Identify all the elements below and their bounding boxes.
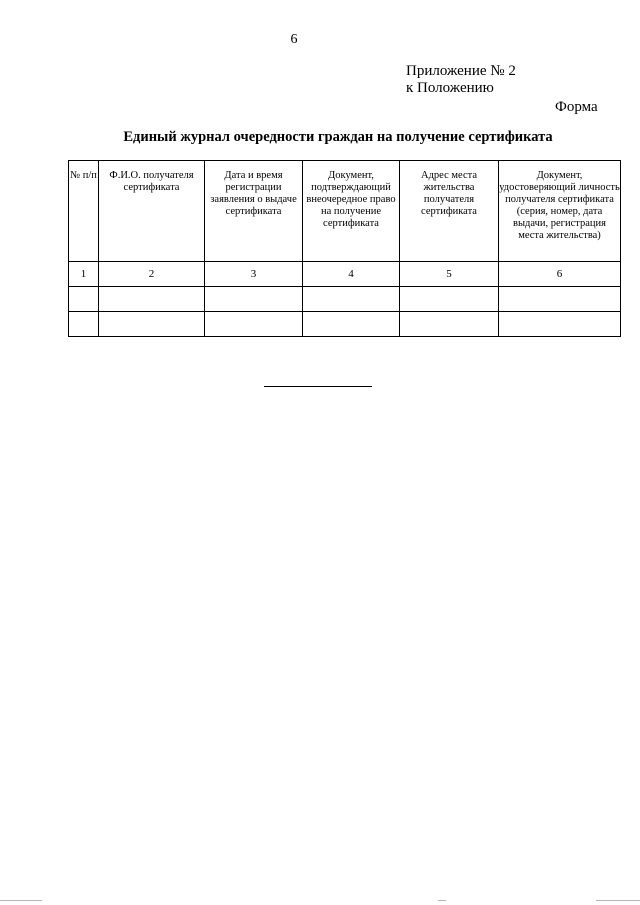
table-cell	[69, 287, 99, 312]
document-title: Единый журнал очередности граждан на получение сертификата	[123, 129, 553, 145]
form-label: Форма	[555, 99, 598, 115]
table-cell	[499, 287, 621, 312]
header-cell-registration-date: Дата и время регистрации заявления о выдаче сертификата	[205, 161, 303, 262]
scan-edge-mark	[596, 900, 640, 901]
table-row	[69, 287, 621, 312]
table-cell	[303, 287, 400, 312]
header-cell-priority-document: Документ, подтверждающий внеочередное право на получение сертификата	[303, 161, 400, 262]
table-cell	[205, 287, 303, 312]
column-number: 2	[99, 262, 205, 287]
page-number: 6	[290, 32, 298, 47]
table-cell	[400, 312, 499, 337]
scan-edge-mark	[438, 900, 446, 901]
scan-edge-mark	[0, 900, 42, 901]
end-divider-line	[264, 386, 372, 387]
table-row	[69, 312, 621, 337]
header-cell-full-name: Ф.И.О. получателя сертификата	[99, 161, 205, 262]
column-number: 4	[303, 262, 400, 287]
header-cell-residence-address: Адрес места жительства получателя сертификата	[400, 161, 499, 262]
column-number: 3	[205, 262, 303, 287]
column-number: 1	[69, 262, 99, 287]
appendix-line-1: Приложение № 2	[406, 63, 516, 79]
table-cell	[69, 312, 99, 337]
table-header-row	[69, 161, 621, 262]
appendix-reference	[406, 63, 516, 97]
column-number: 6	[499, 262, 621, 287]
journal-table	[68, 160, 621, 337]
table-cell	[205, 312, 303, 337]
table-cell	[303, 312, 400, 337]
column-number: 5	[400, 262, 499, 287]
header-cell-identity-document: Документ, удостоверяющий личность получателя сертификата (серия, номер, дата выдачи, регистрация места жительства)	[499, 161, 621, 262]
table-cell	[99, 287, 205, 312]
table-cell	[499, 312, 621, 337]
table-cell	[99, 312, 205, 337]
header-cell-number: № п/п	[69, 161, 99, 262]
table-cell	[400, 287, 499, 312]
appendix-line-2: к Положению	[406, 80, 494, 96]
column-number-row	[69, 262, 621, 287]
